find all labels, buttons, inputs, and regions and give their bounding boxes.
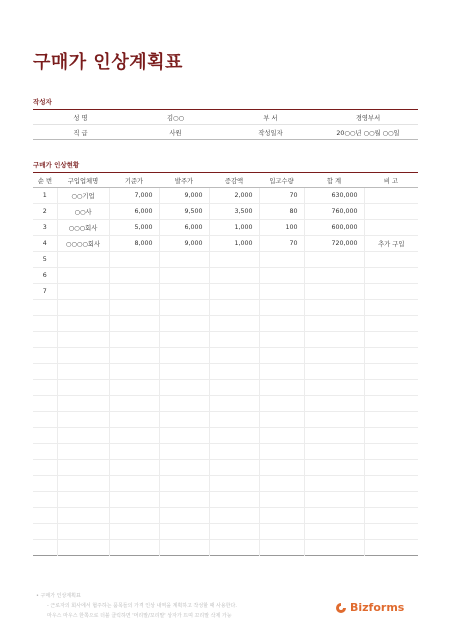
remark-cell: 추가 구입: [364, 236, 418, 252]
row-number-cell: [33, 428, 57, 444]
table-row: [33, 460, 418, 476]
table-row: [33, 284, 418, 300]
quantity-cell: [259, 460, 304, 476]
vendor-cell: [57, 492, 109, 508]
table-row: [33, 444, 418, 460]
quantity-cell: [259, 316, 304, 332]
table-header-row: [33, 173, 418, 188]
footer-note-title: • 구매가 인상계획표: [36, 593, 81, 599]
row-number-cell: [33, 412, 57, 428]
quantity-cell: [259, 508, 304, 524]
table-row: [33, 300, 418, 316]
quantity-cell: [259, 524, 304, 540]
row-number-cell: 5: [33, 252, 57, 268]
order-price-cell: [159, 284, 209, 300]
remark-cell: [364, 364, 418, 380]
footer-notes: [36, 591, 237, 621]
vendor-cell: [57, 284, 109, 300]
base-price-cell: 5,000: [109, 220, 159, 236]
total-cell: 720,000: [304, 236, 364, 252]
base-price-cell: [109, 412, 159, 428]
quantity-cell: 80: [259, 204, 304, 220]
author-field-value: 20○○년 ○○월 ○○일: [336, 129, 400, 137]
row-number-cell: 1: [33, 188, 57, 204]
change-amount-cell: [209, 460, 259, 476]
change-amount-cell: [209, 316, 259, 332]
table-row: [33, 396, 418, 412]
author-field-label: 부 서: [223, 110, 318, 125]
quantity-cell: [259, 492, 304, 508]
remark-cell: [364, 252, 418, 268]
base-price-cell: [109, 364, 159, 380]
column-header: 기준가: [109, 173, 159, 188]
vendor-cell: [57, 460, 109, 476]
vendor-cell: [57, 444, 109, 460]
remark-cell: [364, 460, 418, 476]
vendor-cell: [57, 268, 109, 284]
quantity-cell: [259, 284, 304, 300]
author-field-value: 경영부서: [318, 110, 418, 125]
table-row: [33, 508, 418, 524]
change-amount-cell: [209, 412, 259, 428]
remark-cell: [364, 348, 418, 364]
remark-cell: [364, 396, 418, 412]
quantity-cell: [259, 476, 304, 492]
table-row: [33, 236, 418, 252]
logo-text: Bizforms: [350, 601, 405, 614]
quantity-cell: 100: [259, 220, 304, 236]
remark-cell: [364, 444, 418, 460]
order-price-cell: [159, 364, 209, 380]
bizforms-logo: [335, 601, 404, 614]
order-price-cell: [159, 380, 209, 396]
vendor-cell: [57, 476, 109, 492]
total-cell: [304, 540, 364, 556]
author-field-label: 작성일자: [258, 129, 283, 137]
table-row: [33, 316, 418, 332]
base-price-cell: [109, 332, 159, 348]
change-amount-cell: [209, 364, 259, 380]
change-amount-cell: [209, 396, 259, 412]
total-cell: 630,000: [304, 188, 364, 204]
remark-cell: [364, 204, 418, 220]
author-field-value: 사원: [169, 129, 182, 137]
order-price-cell: 6,000: [159, 220, 209, 236]
column-header: 비 고: [364, 173, 418, 188]
table-row: [33, 524, 418, 540]
vendor-cell: [57, 380, 109, 396]
order-price-cell: [159, 396, 209, 412]
author-row: [33, 110, 418, 125]
table-row: [33, 348, 418, 364]
column-header: 입고수량: [259, 173, 304, 188]
table-row: [33, 188, 418, 204]
quantity-cell: [259, 540, 304, 556]
base-price-cell: [109, 316, 159, 332]
change-amount-cell: 3,500: [209, 204, 259, 220]
row-number-cell: [33, 540, 57, 556]
order-price-cell: [159, 524, 209, 540]
vendor-cell: [57, 332, 109, 348]
vendor-cell: ○○기업: [57, 188, 109, 204]
remark-cell: [364, 332, 418, 348]
total-cell: [304, 444, 364, 460]
order-price-cell: [159, 268, 209, 284]
order-price-cell: [159, 460, 209, 476]
base-price-cell: [109, 444, 159, 460]
vendor-cell: [57, 348, 109, 364]
total-cell: [304, 396, 364, 412]
row-number-cell: [33, 460, 57, 476]
vendor-cell: ○○○○회사: [57, 236, 109, 252]
remark-cell: [364, 220, 418, 236]
row-number-cell: 3: [33, 220, 57, 236]
change-amount-cell: [209, 428, 259, 444]
vendor-cell: [57, 540, 109, 556]
quantity-cell: [259, 300, 304, 316]
row-number-cell: [33, 492, 57, 508]
quantity-cell: [259, 396, 304, 412]
base-price-cell: [109, 524, 159, 540]
table-row: [33, 204, 418, 220]
column-header: 합 계: [304, 173, 364, 188]
table-row: [33, 364, 418, 380]
base-price-cell: [109, 428, 159, 444]
total-cell: [304, 492, 364, 508]
change-amount-cell: 2,000: [209, 188, 259, 204]
quantity-cell: [259, 412, 304, 428]
row-number-cell: 4: [33, 236, 57, 252]
table-row: [33, 252, 418, 268]
base-price-cell: [109, 540, 159, 556]
change-amount-cell: [209, 268, 259, 284]
column-header: 증감액: [209, 173, 259, 188]
row-number-cell: [33, 524, 57, 540]
remark-cell: [364, 524, 418, 540]
table-row: [33, 476, 418, 492]
total-cell: [304, 332, 364, 348]
total-cell: [304, 412, 364, 428]
vendor-cell: [57, 524, 109, 540]
order-price-cell: [159, 428, 209, 444]
total-cell: [304, 380, 364, 396]
column-header: 순 번: [33, 173, 57, 188]
remark-cell: [364, 316, 418, 332]
base-price-cell: [109, 252, 159, 268]
remark-cell: [364, 540, 418, 556]
total-cell: [304, 284, 364, 300]
row-number-cell: [33, 508, 57, 524]
change-amount-cell: [209, 476, 259, 492]
order-price-cell: [159, 540, 209, 556]
table-row: [33, 332, 418, 348]
total-cell: 760,000: [304, 204, 364, 220]
row-number-cell: 2: [33, 204, 57, 220]
base-price-cell: [109, 268, 159, 284]
author-field-label: 직 급: [73, 129, 88, 137]
quantity-cell: [259, 332, 304, 348]
total-cell: [304, 300, 364, 316]
base-price-cell: [109, 300, 159, 316]
base-price-cell: [109, 460, 159, 476]
vendor-cell: [57, 396, 109, 412]
table-row: [33, 220, 418, 236]
row-number-cell: [33, 316, 57, 332]
change-amount-cell: [209, 540, 259, 556]
remark-cell: [364, 412, 418, 428]
author-field-value: 김○○: [128, 110, 223, 125]
bizforms-logo-icon: [335, 602, 347, 614]
vendor-cell: [57, 300, 109, 316]
table-row: [33, 540, 418, 556]
change-amount-cell: [209, 284, 259, 300]
order-price-cell: [159, 348, 209, 364]
author-row: [33, 125, 418, 140]
row-number-cell: [33, 332, 57, 348]
change-amount-cell: [209, 492, 259, 508]
order-price-cell: [159, 412, 209, 428]
status-table: [33, 172, 418, 556]
remark-cell: [364, 380, 418, 396]
change-amount-cell: [209, 444, 259, 460]
base-price-cell: [109, 348, 159, 364]
table-row: [33, 380, 418, 396]
total-cell: [304, 460, 364, 476]
total-cell: [304, 252, 364, 268]
status-section-label: 구매가 인상현황: [33, 161, 80, 169]
row-number-cell: 6: [33, 268, 57, 284]
change-amount-cell: [209, 348, 259, 364]
total-cell: [304, 428, 364, 444]
row-number-cell: [33, 348, 57, 364]
row-number-cell: [33, 364, 57, 380]
vendor-cell: [57, 316, 109, 332]
quantity-cell: [259, 348, 304, 364]
base-price-cell: [109, 508, 159, 524]
remark-cell: [364, 300, 418, 316]
remark-cell: [364, 508, 418, 524]
base-price-cell: 6,000: [109, 204, 159, 220]
table-row: [33, 428, 418, 444]
column-header: 구입업체명: [57, 173, 109, 188]
remark-cell: [364, 284, 418, 300]
total-cell: [304, 364, 364, 380]
quantity-cell: [259, 252, 304, 268]
order-price-cell: 9,500: [159, 204, 209, 220]
change-amount-cell: 1,000: [209, 236, 259, 252]
vendor-cell: [57, 412, 109, 428]
remark-cell: [364, 188, 418, 204]
change-amount-cell: [209, 524, 259, 540]
order-price-cell: 9,000: [159, 188, 209, 204]
row-number-cell: [33, 396, 57, 412]
total-cell: 600,000: [304, 220, 364, 236]
author-field-label: 성 명: [33, 110, 128, 125]
base-price-cell: 8,000: [109, 236, 159, 252]
change-amount-cell: [209, 332, 259, 348]
base-price-cell: [109, 476, 159, 492]
change-amount-cell: [209, 300, 259, 316]
vendor-cell: [57, 428, 109, 444]
vendor-cell: ○○○회사: [57, 220, 109, 236]
total-cell: [304, 524, 364, 540]
order-price-cell: [159, 316, 209, 332]
quantity-cell: 70: [259, 188, 304, 204]
remark-cell: [364, 492, 418, 508]
total-cell: [304, 508, 364, 524]
order-price-cell: [159, 444, 209, 460]
quantity-cell: 70: [259, 236, 304, 252]
row-number-cell: [33, 444, 57, 460]
row-number-cell: [33, 300, 57, 316]
author-section-label: 작성자: [33, 98, 52, 106]
footer-note-line: - 근로자의 회사에서 협주하는 품목들의 가격 인상 내역을 계획하고 작성할 때 사용한다.: [47, 603, 237, 609]
quantity-cell: [259, 268, 304, 284]
change-amount-cell: [209, 380, 259, 396]
order-price-cell: [159, 332, 209, 348]
order-price-cell: [159, 252, 209, 268]
author-table: [33, 109, 418, 140]
base-price-cell: 7,000: [109, 188, 159, 204]
order-price-cell: [159, 508, 209, 524]
vendor-cell: [57, 508, 109, 524]
quantity-cell: [259, 380, 304, 396]
row-number-cell: [33, 380, 57, 396]
change-amount-cell: 1,000: [209, 220, 259, 236]
total-cell: [304, 476, 364, 492]
order-price-cell: [159, 492, 209, 508]
table-row: [33, 268, 418, 284]
base-price-cell: [109, 380, 159, 396]
footer-note-line: 마우스 마우스 한쪽으로 더블 클릭하면 '머리말/꼬리말' 상자가 뜨며 꼬리말 삭제 가능: [47, 613, 232, 619]
base-price-cell: [109, 284, 159, 300]
change-amount-cell: [209, 508, 259, 524]
quantity-cell: [259, 364, 304, 380]
page-title: 구매가 인상계획표: [33, 52, 183, 73]
table-row: [33, 412, 418, 428]
total-cell: [304, 268, 364, 284]
row-number-cell: [33, 476, 57, 492]
table-row: [33, 492, 418, 508]
order-price-cell: [159, 300, 209, 316]
base-price-cell: [109, 396, 159, 412]
remark-cell: [364, 428, 418, 444]
order-price-cell: [159, 476, 209, 492]
vendor-cell: [57, 252, 109, 268]
quantity-cell: [259, 444, 304, 460]
total-cell: [304, 316, 364, 332]
total-cell: [304, 348, 364, 364]
remark-cell: [364, 476, 418, 492]
base-price-cell: [109, 492, 159, 508]
order-price-cell: 9,000: [159, 236, 209, 252]
column-header: 발주가: [159, 173, 209, 188]
change-amount-cell: [209, 252, 259, 268]
vendor-cell: ○○사: [57, 204, 109, 220]
quantity-cell: [259, 428, 304, 444]
row-number-cell: 7: [33, 284, 57, 300]
remark-cell: [364, 268, 418, 284]
vendor-cell: [57, 364, 109, 380]
